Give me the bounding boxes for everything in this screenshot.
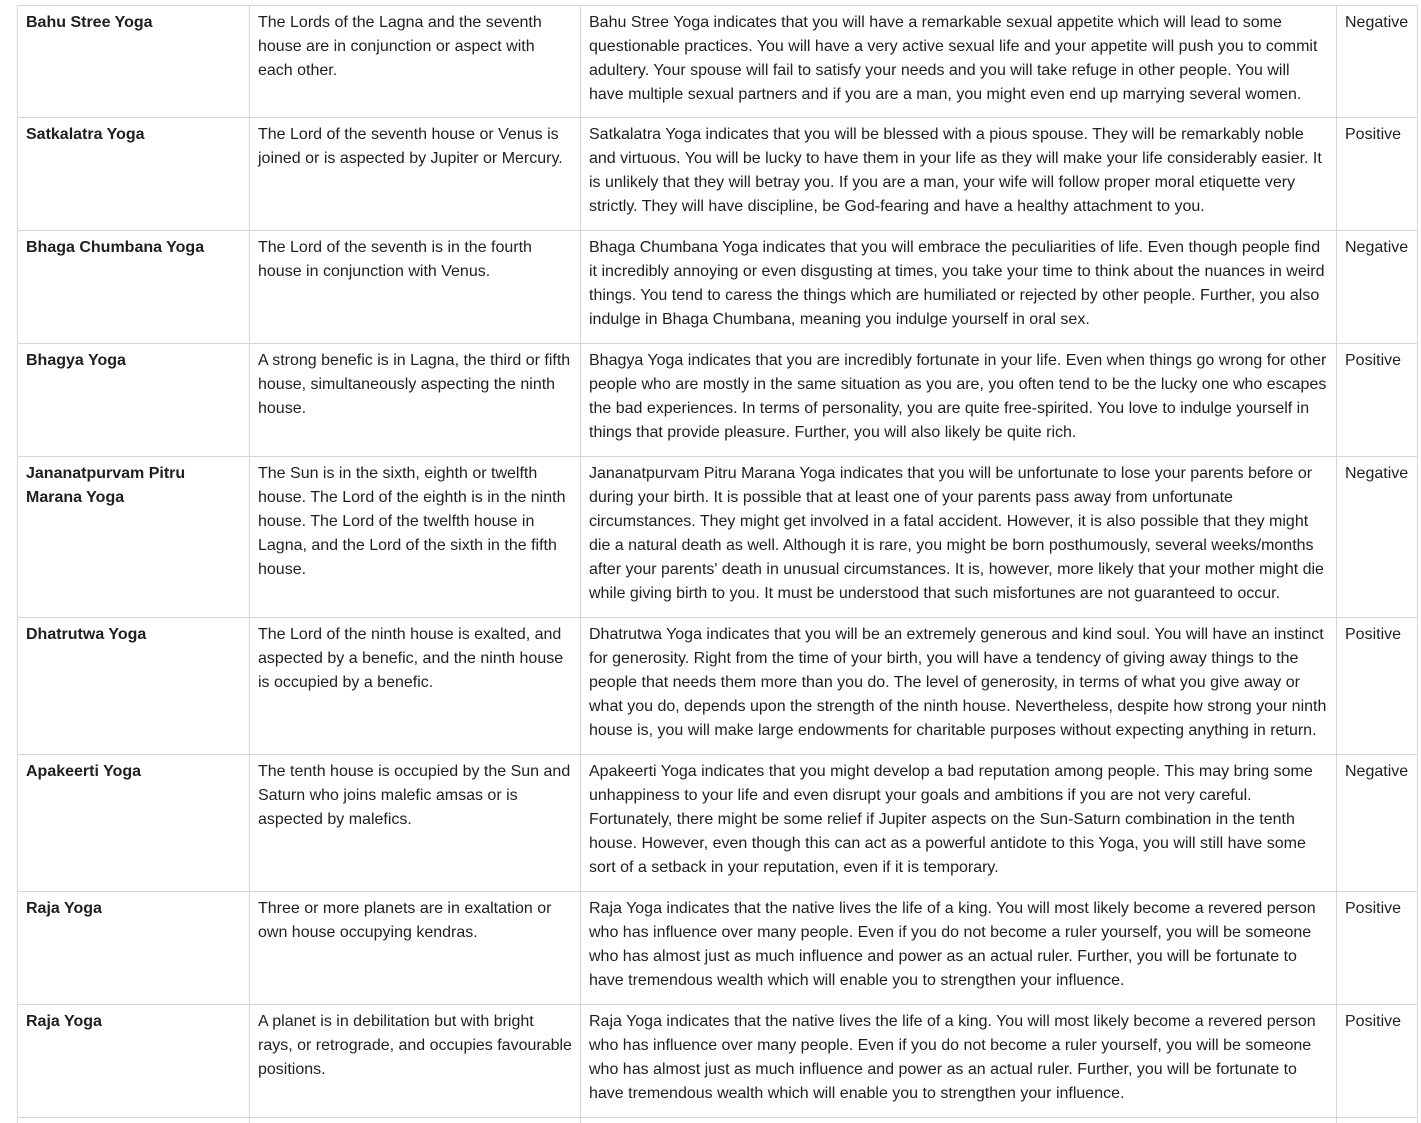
yoga-nature: Positive (1337, 892, 1418, 1005)
table-cell-empty (581, 1118, 1337, 1123)
table-row (18, 118, 1418, 231)
yoga-nature: Positive (1337, 344, 1418, 457)
table-row (18, 755, 1418, 892)
yoga-name: Bhaga Chumbana Yoga (18, 231, 250, 344)
yoga-condition: The Lord of the seventh is in the fourth house in conjunction with Venus. (250, 231, 581, 344)
yoga-name: Raja Yoga (18, 892, 250, 1005)
yoga-table-body (18, 6, 1418, 1123)
yoga-condition: Three or more planets are in exaltation or own house occupying kendras. (250, 892, 581, 1005)
table-row (18, 618, 1418, 755)
yoga-name: Satkalatra Yoga (18, 118, 250, 231)
table-cell-empty (18, 1118, 250, 1123)
yoga-description: Apakeerti Yoga indicates that you might develop a bad reputation among people. This may bring some unhappiness to your life and even disrupt your goals and ambitions if you are not very careful. Fortunately, there might be some relief if Jupiter aspects on the Sun-Saturn combination in the tenth house. However, even though this can act as a powerful antidote to this Yoga, you will still have some sort of a setback in your reputation, even if it is temporary. (581, 755, 1337, 892)
yoga-name: Bhagya Yoga (18, 344, 250, 457)
yoga-nature: Negative (1337, 755, 1418, 892)
table-row (18, 231, 1418, 344)
yoga-nature: Negative (1337, 6, 1418, 118)
yoga-nature: Positive (1337, 618, 1418, 755)
yoga-description: Bhagya Yoga indicates that you are incredibly fortunate in your life. Even when things go wrong for other people who are mostly in the same situation as you are, you often tend to be the lucky one who escapes the bad experiences. In terms of personality, you are quite free-spirited. You love to indulge yourself in things that provide pleasure. Further, you will also likely be quite rich. (581, 344, 1337, 457)
yoga-nature: Negative (1337, 457, 1418, 618)
yoga-description: Dhatrutwa Yoga indicates that you will be an extremely generous and kind soul. You will have an instinct for generosity. Right from the time of your birth, you will have a tendency of giving away things to the people that needs them more than you do. The level of generosity, in terms of what you give away or what you do, depends upon the strength of the ninth house. Nevertheless, despite how strong your ninth house is, you will make large endowments for charitable purposes without expecting anything in return. (581, 618, 1337, 755)
table-cell-empty (250, 1118, 581, 1123)
table-row-partial (18, 1118, 1418, 1123)
yoga-description: Raja Yoga indicates that the native lives the life of a king. You will most likely become a revered person who has influence over many people. Even if you do not become a ruler yourself, you will be someone who has almost just as much influence and power as an actual ruler. Further, you will be fortunate to have tremendous wealth which will enable you to strengthen your influence. (581, 892, 1337, 1005)
yoga-condition: The Lord of the seventh house or Venus is joined or is aspected by Jupiter or Mercury. (250, 118, 581, 231)
yoga-condition: The Lord of the ninth house is exalted, and aspected by a benefic, and the ninth house is occupied by a benefic. (250, 618, 581, 755)
table-row (18, 6, 1418, 118)
yoga-description: Jananatpurvam Pitru Marana Yoga indicates that you will be unfortunate to lose your parents before or during your birth. It is possible that at least one of your parents pass away from unfortunate circumstances. They might get involved in a fatal accident. However, it is also possible that they might die a natural death as well. Although it is rare, you might be born posthumously, several weeks/months after your parents' death in unusual circumstances. It is, however, more likely that your mother might die while giving birth to you. It must be understood that such misfortunes are not guaranteed to occur. (581, 457, 1337, 618)
yoga-description: Bahu Stree Yoga indicates that you will have a remarkable sexual appetite which will lead to some questionable practices. You will have a very active sexual life and your appetite will push you to commit adultery. Your spouse will fail to satisfy your needs and you will take refuge in other people. You will have multiple sexual partners and if you are a man, you might even end up marrying several women. (581, 6, 1337, 118)
yoga-nature: Positive (1337, 1005, 1418, 1118)
yoga-description: Bhaga Chumbana Yoga indicates that you will embrace the peculiarities of life. Even though people find it incredibly annoying or even disgusting at times, you take your time to think about the nuances in weird things. You tend to caress the things which are humiliated or rejected by other people. Further, you also indulge in Bhaga Chumbana, meaning you indulge yourself in oral sex. (581, 231, 1337, 344)
yoga-condition: The Sun is in the sixth, eighth or twelfth house. The Lord of the eighth is in the ninth house. The Lord of the twelfth house in Lagna, and the Lord of the sixth in the fifth house. (250, 457, 581, 618)
table-row (18, 344, 1418, 457)
table-row (18, 892, 1418, 1005)
yoga-name: Dhatrutwa Yoga (18, 618, 250, 755)
yoga-description: Raja Yoga indicates that the native lives the life of a king. You will most likely become a revered person who has influence over many people. Even if you do not become a ruler yourself, you will be someone who has almost just as much influence and power as an actual ruler. Further, you will be fortunate to have tremendous wealth which will enable you to strengthen your influence. (581, 1005, 1337, 1118)
yoga-name: Bahu Stree Yoga (18, 6, 250, 118)
table-row (18, 1005, 1418, 1118)
yoga-description: Satkalatra Yoga indicates that you will be blessed with a pious spouse. They will be remarkably noble and virtuous. You will be lucky to have them in your life as they will make your life considerably easier. It is unlikely that they will betray you. If you are a man, your wife will follow proper moral etiquette very strictly. They will have discipline, be God-fearing and have a healthy attachment to you. (581, 118, 1337, 231)
yoga-name: Jananatpurvam Pitru Marana Yoga (18, 457, 250, 618)
table-row (18, 457, 1418, 618)
yoga-table-container (17, 5, 1417, 1123)
yoga-condition: The Lords of the Lagna and the seventh house are in conjunction or aspect with each other. (250, 6, 581, 118)
yoga-name: Apakeerti Yoga (18, 755, 250, 892)
yoga-condition: A strong benefic is in Lagna, the third or fifth house, simultaneously aspecting the ninth house. (250, 344, 581, 457)
yoga-name: Raja Yoga (18, 1005, 250, 1118)
yoga-condition: The tenth house is occupied by the Sun and Saturn who joins malefic amsas or is aspected by malefics. (250, 755, 581, 892)
yoga-table (17, 5, 1418, 1123)
yoga-nature: Negative (1337, 231, 1418, 344)
yoga-nature: Positive (1337, 118, 1418, 231)
table-cell-empty (1337, 1118, 1418, 1123)
yoga-condition: A planet is in debilitation but with bright rays, or retrograde, and occupies favourable positions. (250, 1005, 581, 1118)
